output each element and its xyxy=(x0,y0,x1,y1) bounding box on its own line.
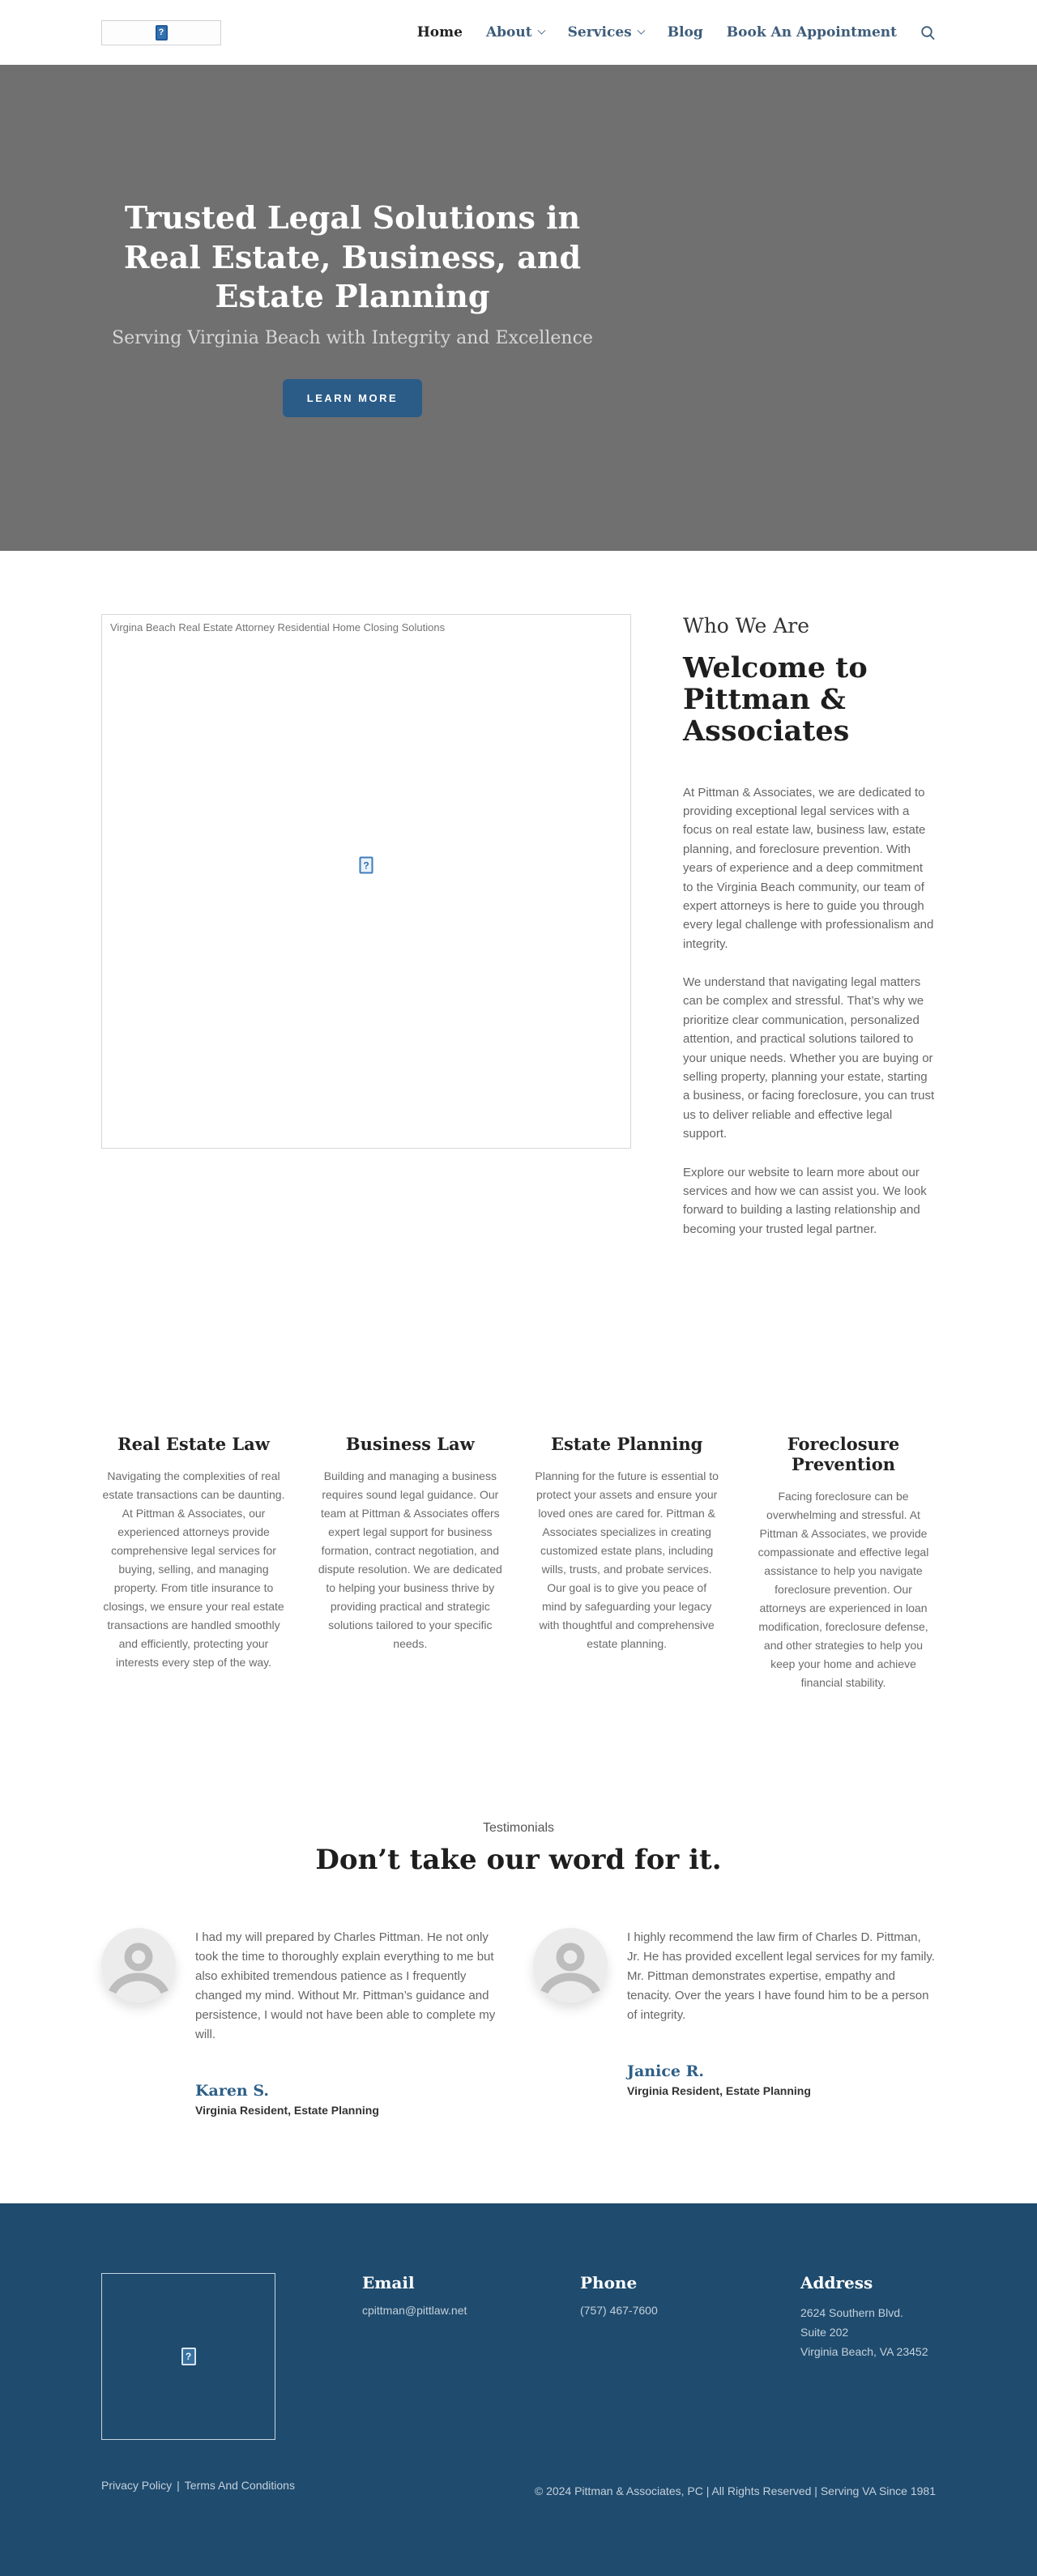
learn-more-button[interactable]: LEARN MORE xyxy=(283,379,422,417)
broken-image-icon: ? xyxy=(360,857,373,874)
footer-email-label: Email xyxy=(362,2273,415,2292)
service-title: Estate Planning xyxy=(550,1434,703,1454)
avatar xyxy=(533,1928,608,2002)
address-line: Suite 202 xyxy=(800,2325,849,2339)
testimonials-heading: Don’t take our word for it. xyxy=(315,1844,722,1876)
testimonial-card xyxy=(533,1928,936,2117)
site-footer xyxy=(0,2203,1037,2576)
testimonial-name: Karen S. xyxy=(195,2082,270,2100)
footer-phone-column xyxy=(580,2273,800,2317)
chevron-down-icon xyxy=(537,26,545,34)
about-paragraph: We understand that navigating legal matters can be complex and stressful. That’s why we prioritize clear communication, personalized attention, and practical solutions tailored to your unique needs. Whether you are buying or selling property, planning your estate, starting a business, or facing foreclosure, you can trust us to deliver reliable and effective legal support. xyxy=(683,975,935,1141)
testimonial-quote: I had my will prepared by Charles Pittman. He not only took the time to thoroughly explain everything to me but also exhibited tremendous patience as I frequently changed my mind. Without Mr. Pittman’s guidance and persistence, I would not have been able to complete my will. xyxy=(195,1930,496,2041)
footer-address-value xyxy=(800,2304,936,2361)
copyright-text: © 2024 Pittman & Associates, PC | All Rights Reserved | Serving VA Since 1981 xyxy=(534,2484,936,2497)
main-nav xyxy=(417,24,936,41)
nav-item-blog[interactable]: Blog xyxy=(667,24,703,41)
legal-separator: | xyxy=(177,2479,180,2492)
hero-content xyxy=(101,198,604,417)
about-image-placeholder xyxy=(101,614,631,1149)
nav-item-about[interactable] xyxy=(486,24,544,41)
service-title: Real Estate Law xyxy=(117,1434,270,1454)
nav-item-services[interactable] xyxy=(568,24,644,41)
footer-phone-label: Phone xyxy=(580,2273,638,2292)
broken-image-icon: ? xyxy=(156,25,168,41)
testimonials-section xyxy=(0,1750,1037,2203)
nav-item-about-label: About xyxy=(485,24,532,41)
nav-item-home[interactable]: Home xyxy=(416,24,463,41)
service-col-real-estate-law xyxy=(101,1434,286,1691)
testimonial-role: Virginia Resident, Estate Planning xyxy=(627,2084,811,2097)
service-title: Foreclosure Prevention xyxy=(787,1434,900,1474)
testimonial-role: Virginia Resident, Estate Planning xyxy=(195,2104,379,2117)
legal-links xyxy=(101,2479,295,2492)
testimonial-quote: I highly recommend the law firm of Charles D. Pittman, Jr. He has provided excellent legal services for my family. Mr. Pittman demonstrates expertise, empathy and tenacity. Over the years I have found him to be a person of integrity. xyxy=(627,1930,935,2022)
chevron-down-icon xyxy=(637,26,645,34)
hero-title: Trusted Legal Solutions in Real Estate, Business, and Estate Planning xyxy=(123,199,582,315)
footer-address-label: Address xyxy=(800,2273,873,2292)
about-image-alt-text: Virgina Beach Real Estate Attorney Residential Home Closing Solutions xyxy=(110,621,446,633)
about-paragraph: At Pittman & Associates, we are dedicated to providing exceptional legal services with a focus on real estate law, business law, estate planning, and foreclosure prevention. With years of experience and a deep commitment to the Virginia Beach community, our team of expert attorneys is here to guide you through every legal challenge with professionalism and integrity. xyxy=(683,785,934,951)
testimonials-eyebrow: Testimonials xyxy=(482,1821,555,1835)
nav-item-book-appointment[interactable]: Book An Appointment xyxy=(726,24,897,41)
address-line: Virginia Beach, VA 23452 xyxy=(800,2344,928,2358)
site-logo[interactable] xyxy=(101,20,221,45)
footer-phone-value[interactable]: (757) 467-7600 xyxy=(580,2304,658,2317)
site-header xyxy=(0,0,1037,65)
service-col-business-law xyxy=(318,1434,502,1691)
search-icon xyxy=(920,25,936,41)
footer-address-column xyxy=(800,2273,936,2361)
service-col-estate-planning xyxy=(535,1434,719,1691)
about-section xyxy=(0,551,1037,1371)
about-heading: Welcome to Pittman & Associates xyxy=(683,651,868,748)
service-text: Planning for the future is essential to protect your assets and ensure your loved ones are cared for. Pittman & Associates specializes in creating customized estate plans, including wills, trusts, and probate services. Our goal is to give you peace of mind by safeguarding your legacy with thoughtful and comprehensive estate planning. xyxy=(535,1469,719,1650)
footer-email-column xyxy=(362,2273,580,2317)
address-line: 2624 Southern Blvd. xyxy=(800,2306,903,2319)
about-paragraph: Explore our website to learn more about our services and how we can assist you. We look forward to building a lasting relationship and becoming your trusted legal partner. xyxy=(683,1165,927,1236)
footer-logo-column xyxy=(101,2273,362,2440)
testimonial-name: Janice R. xyxy=(627,2062,705,2080)
hero-section xyxy=(0,65,1037,551)
service-col-foreclosure-prevention xyxy=(751,1434,936,1691)
service-text: Building and managing a business requires sound legal guidance. Our team at Pittman & Associates offers expert legal support for business formation, contract negotiation, and dispute resolution. We are dedicated to helping your business thrive by providing practical and strategic solutions tailored to your specific needs. xyxy=(318,1469,502,1650)
about-eyebrow: Who We Are xyxy=(683,614,809,638)
search-button[interactable] xyxy=(920,25,936,41)
avatar xyxy=(101,1928,176,2002)
footer-logo[interactable] xyxy=(101,2273,275,2440)
service-title: Business Law xyxy=(345,1434,475,1454)
broken-image-icon: ? xyxy=(181,2348,196,2365)
hero-subtitle: Serving Virginia Beach with Integrity and Excellence xyxy=(112,327,593,348)
about-text-column xyxy=(683,614,936,1258)
terms-link[interactable]: Terms And Conditions xyxy=(184,2479,295,2492)
service-text: Facing foreclosure can be overwhelming and stressful. At Pittman & Associates, we provide compassionate and effective legal assistance to help you navigate foreclosure prevention. Our attorneys are experienced in loan modification, foreclosure defense, and other strategies to help you keep your home and achieve financial stability. xyxy=(757,1490,929,1689)
footer-email-value[interactable]: cpittman@pittlaw.net xyxy=(362,2304,467,2317)
testimonial-card xyxy=(101,1928,504,2117)
privacy-policy-link[interactable]: Privacy Policy xyxy=(101,2479,173,2492)
footer-bottom-bar xyxy=(101,2479,936,2503)
nav-item-services-label: Services xyxy=(567,24,632,41)
services-section xyxy=(0,1371,1037,1750)
service-text: Navigating the complexities of real estate transactions can be daunting. At Pittman & Associates, our experienced attorneys provide comprehensive legal services for buying, selling, and managing property. From title insurance to closings, we ensure your real estate transactions are handled smoothly and efficiently, protecting your interests every step of the way. xyxy=(102,1469,285,1669)
